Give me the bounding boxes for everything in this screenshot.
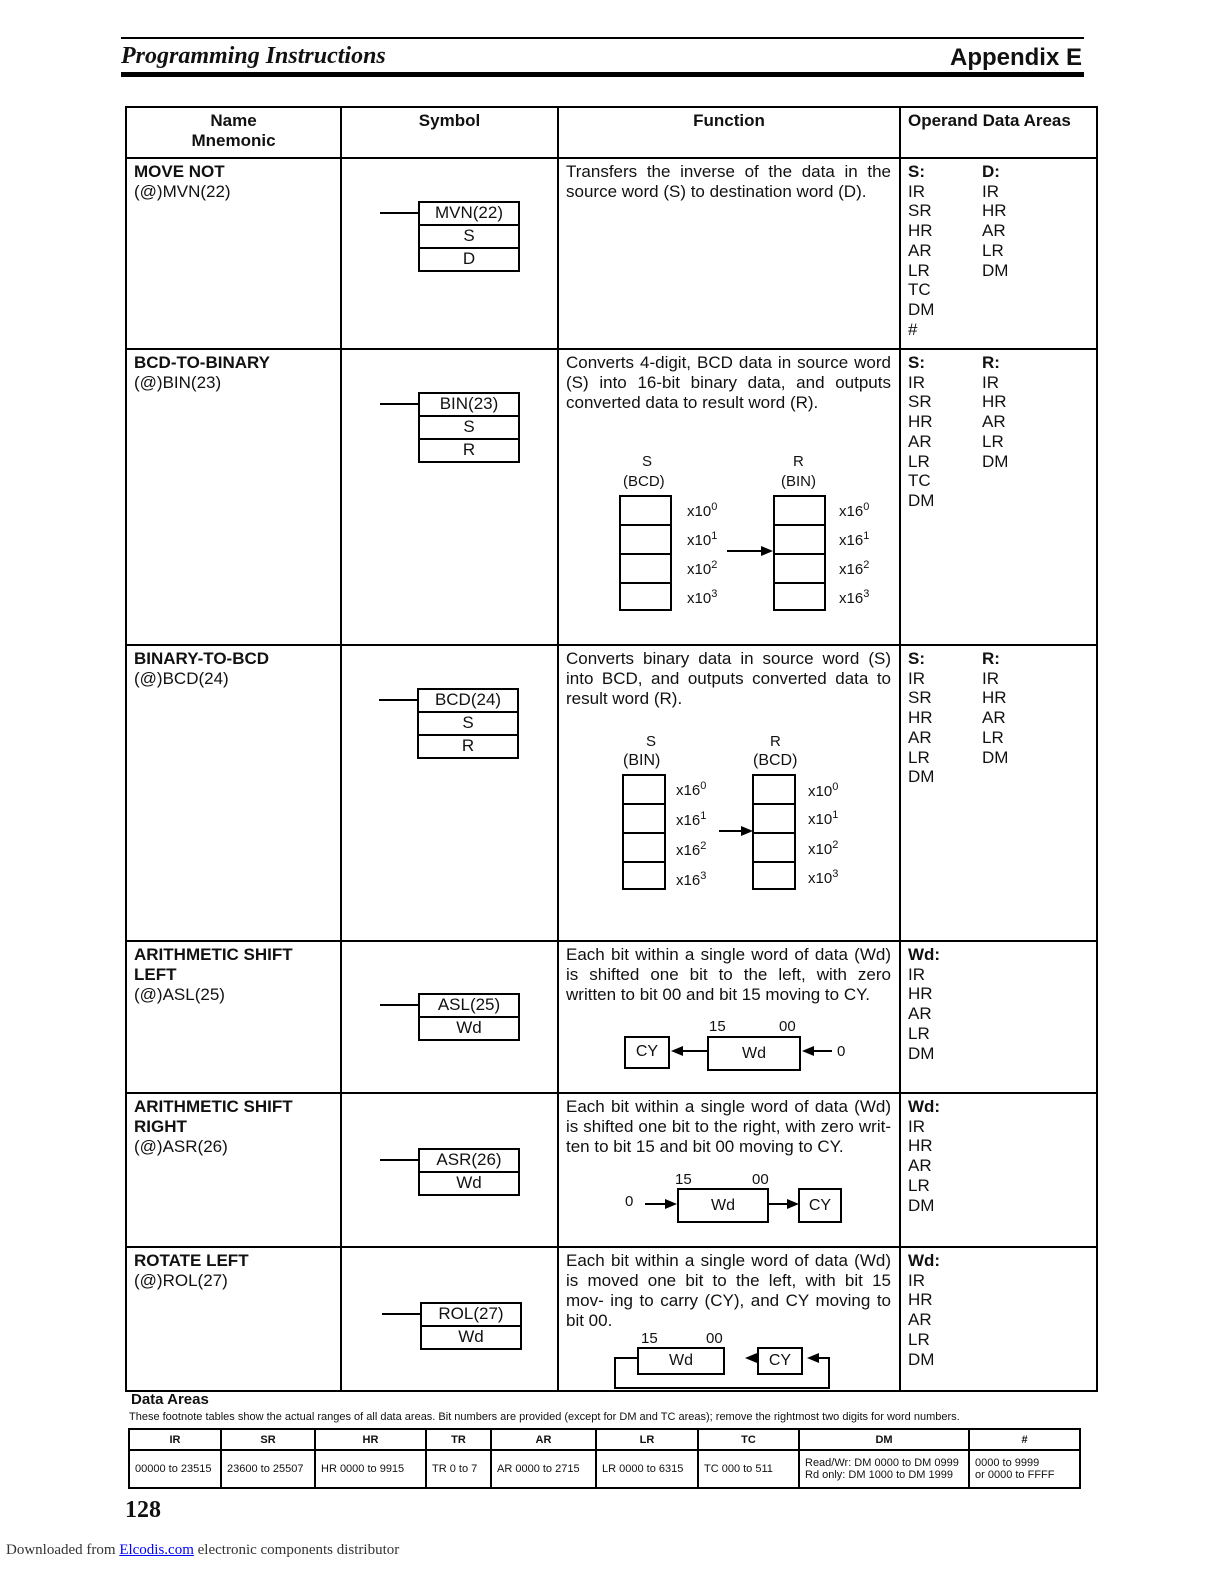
instruction-name: BINARY-TO-BCD (@)BCD(24)	[126, 645, 341, 941]
carry-box: CY	[798, 1188, 842, 1223]
header-function: Function	[558, 107, 900, 158]
function-text: Each bit within a single word of data (Wd) is moved one bit to the left, with bit 15 mov- ing to carry (CY), and CY moving to bit 00.	[566, 1251, 891, 1330]
operand-areas: Wd: IR HR AR LR DM	[900, 941, 1097, 1093]
data-areas-table	[128, 1428, 1081, 1489]
carry-box: CY	[624, 1036, 670, 1069]
operand-areas: S: IR SR HR AR LR TC DM R: IR HR AR LR DM	[900, 349, 1097, 645]
symbol-cell: BCD(24) S R	[341, 645, 558, 941]
header-name: Name Mnemonic	[126, 107, 341, 158]
header-operands: Operand Data Areas	[900, 107, 1097, 158]
function-cell: Each bit within a single word of data (Wd) is moved one bit to the left, with bit 15 mov- ing to carry (CY), and CY moving to bit 00. 15 00 Wd CY	[558, 1247, 900, 1391]
page-number: 128	[125, 1497, 161, 1523]
header-rule-bottom	[121, 72, 1084, 77]
operand-areas: Wd: IR HR AR LR DM	[900, 1247, 1097, 1391]
table-row	[126, 158, 1097, 349]
table-row	[126, 645, 1097, 941]
function-cell: Each bit within a single word of data (Wd) is shifted one bit to the right, with zero writ- ten to bit 15 and bit 00 moving to CY. 15 00 0 Wd CY	[558, 1093, 900, 1247]
download-footer: Downloaded from Elcodis.com electronic components distributor	[6, 1542, 400, 1558]
arrow-right-icon	[645, 1198, 679, 1210]
data-areas-header-row: IR SR HR TR AR LR TC DM #	[129, 1429, 1080, 1450]
header-symbol: Symbol	[341, 107, 558, 158]
instruction-name: BCD-TO-BINARY (@)BIN(23)	[126, 349, 341, 645]
data-areas-note: These footnote tables show the actual ranges of all data areas. Bit numbers are provided (except for DM and TC areas); remove the rightmost two digits for word numbers.	[129, 1411, 960, 1423]
table-row	[126, 941, 1097, 1093]
operand-areas: S: IR SR HR AR LR DM R: IR HR AR LR DM	[900, 645, 1097, 941]
data-areas-title: Data Areas	[131, 1391, 209, 1408]
arrow-right-icon	[727, 545, 775, 557]
operand-areas: Wd: IR HR AR LR DM	[900, 1093, 1097, 1247]
word-box: Wd	[707, 1036, 801, 1071]
data-areas-value-row: 00000 to 23515 23600 to 25507 HR 0000 to 9915 TR 0 to 7 AR 0000 to 2715 LR 0000 to 6315 TC 000 to 511 Read/Wr: DM 0000 to DM 0999 Rd only: DM 1000 to DM 1999 0000 to 9999 or 0000 to FFFF	[129, 1450, 1080, 1488]
header-rule-top	[121, 37, 1084, 39]
table-header-row	[126, 107, 1097, 158]
word-box: Wd	[677, 1188, 769, 1223]
word-box: Wd	[637, 1347, 725, 1375]
instruction-name: ARITHMETIC SHIFT LEFT (@)ASL(25)	[126, 941, 341, 1093]
binary-register	[773, 495, 826, 611]
header-appendix: Appendix E	[949, 44, 1082, 71]
elcodis-link[interactable]: Elcodis.com	[119, 1542, 194, 1558]
function-cell: Converts binary data in source word (S) into BCD, and outputs converted data to result word (R). S (BIN) R (BCD) $x16^0$ $x16^1$ $x16^2$ $x16^3$ $x10^0$ $x10^1$ $x10^2$ $x10^3$	[558, 645, 900, 941]
function-text: Converts 4-digit, BCD data in source word (S) into 16-bit binary data, and outputs converted data to result word (R).	[566, 353, 891, 412]
symbol-cell: ASR(26) Wd	[341, 1093, 558, 1247]
function-text: Converts binary data in source word (S) into BCD, and outputs converted data to result word (R).	[566, 649, 891, 708]
table-row	[126, 1247, 1097, 1391]
bcd-register	[619, 495, 672, 611]
table-row	[126, 349, 1097, 645]
arrow-right-icon	[719, 825, 755, 837]
function-cell: Converts 4-digit, BCD data in source word (S) into 16-bit binary data, and outputs converted data to result word (R). S (BCD) R (BIN) $x10^0$ $x10^1$ $x10^2$ $x10^3$ $x16^0$ $x16^1$ $x16^2$ $x16^3$	[558, 349, 900, 645]
function-text: Each bit within a single word of data (Wd) is shifted one bit to the right, with zero writ- ten to bit 15 and bit 00 moving to CY.	[566, 1097, 891, 1156]
symbol-cell: ASL(25) Wd	[341, 941, 558, 1093]
arrow-right-icon	[767, 1198, 801, 1210]
function-cell: Each bit within a single word of data (Wd) is shifted one bit to the left, with zero written to bit 00 and bit 15 moving to CY. 15 00 CY Wd 0	[558, 941, 900, 1093]
function-text: Each bit within a single word of data (Wd) is shifted one bit to the left, with zero written to bit 00 and bit 15 moving to CY.	[566, 945, 891, 1004]
header-title: Programming Instructions	[121, 43, 386, 69]
function-text: Transfers the inverse of the data in the source word (S) to destination word (D).	[558, 158, 900, 349]
instruction-name: MOVE NOT (@)MVN(22)	[126, 158, 341, 349]
bcd-register	[752, 774, 796, 890]
arrow-left-icon	[800, 1045, 834, 1057]
binary-register	[622, 774, 666, 890]
symbol-cell: BIN(23) S R	[341, 349, 558, 645]
operand-areas: S: IR SR HR AR LR TC DM # D: IR HR AR LR DM	[900, 158, 1097, 349]
table-row	[126, 1093, 1097, 1247]
instruction-name: ARITHMETIC SHIFT RIGHT (@)ASR(26)	[126, 1093, 341, 1247]
symbol-cell: MVN(22) S D	[341, 158, 558, 349]
instruction-name: ROTATE LEFT (@)ROL(27)	[126, 1247, 341, 1391]
symbol-cell: ROL(27) Wd	[341, 1247, 558, 1391]
instruction-table	[125, 106, 1098, 1392]
carry-box: CY	[757, 1347, 803, 1375]
arrow-left-icon	[669, 1045, 709, 1057]
